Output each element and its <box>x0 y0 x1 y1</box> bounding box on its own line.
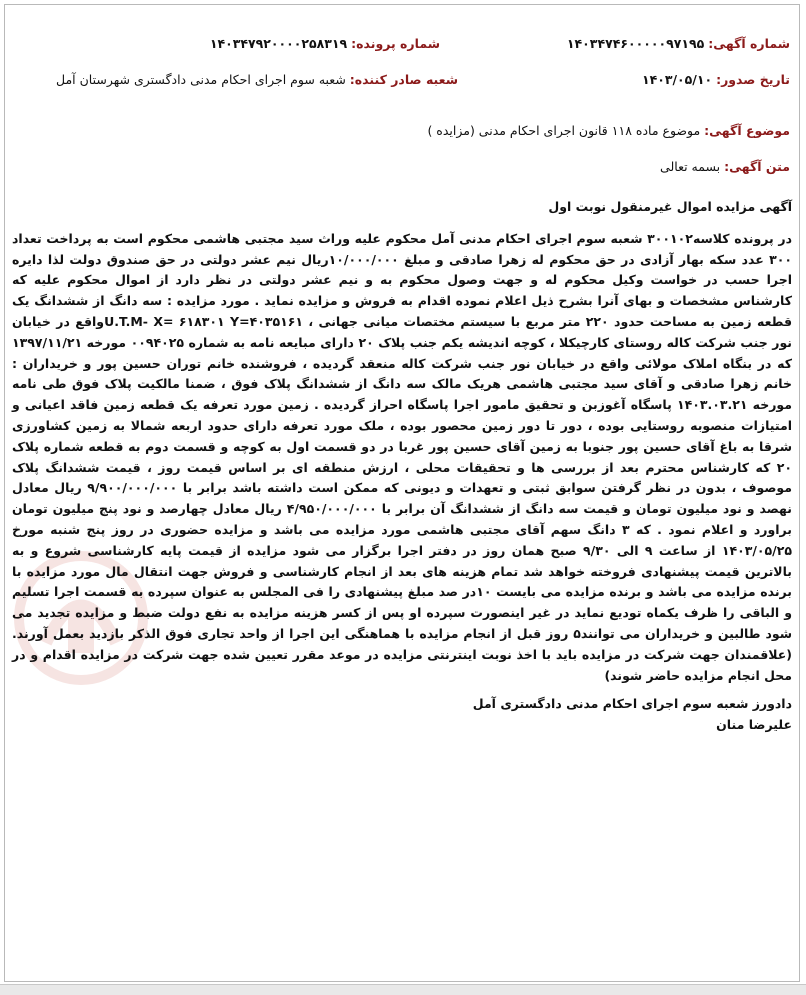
case-number-row <box>210 36 440 51</box>
ad-number: ۱۴۰۳۴۷۴۶۰۰۰۰۰۹۷۱۹۵ <box>566 36 705 51</box>
subject: موضوع ماده ۱۱۸ قانون اجرای احکام مدنی (مزایده ) <box>427 123 701 138</box>
issuing-branch: شعبه سوم اجرای احکام مدنی دادگستری شهرستان آمل <box>56 72 346 87</box>
issue-date-label: تاریخ صدور: <box>716 72 790 87</box>
case-number: ۱۴۰۳۴۷۹۲۰۰۰۰۲۵۸۳۱۹ <box>209 36 348 51</box>
signer-name: علیرضا منان <box>716 717 792 733</box>
text-label: متن آگهی: <box>724 159 790 174</box>
text-intro-row <box>660 159 790 174</box>
case-number-label: شماره پرونده: <box>351 36 440 51</box>
issue-date: ۱۴۰۳/۰۵/۱۰ <box>641 72 713 87</box>
ad-number-row <box>567 36 790 51</box>
subject-row <box>427 123 790 138</box>
issuing-branch-label: شعبه صادر کننده: <box>349 72 458 87</box>
notice-body <box>12 197 792 736</box>
issue-date-row <box>642 72 790 87</box>
notice-main-paragraph: در پرونده کلاسه۳۰۰۱۰۲ شعبه سوم اجرای احکام مدنی آمل محکوم علیه وراث سید مجتبی هاشمی محکوم است به پرداخت تعداد ۳۰۰ عدد سکه بهار آزادی در حق محکوم له زهرا صادقی و مبلغ ۱۰/۰۰۰/۰۰۰ریال نیم عشر دولتی در حق صندوق دولت لذا دایره اجرا حسب در خواست وکیل محکوم له و جهت وصول محکوم به و نیم عشر دولتی در نظر دارد از اموال محکوم علیه که کارشناس مشخصات و بهای آنرا بشرح ذیل اعلام نموده اقدام به فروش و مزایده نماید . مورد مزایده : سه دانگ از ششدانگ یک قطعه زمین به مساحت حدود ۲۲۰ متر مربع با سیستم مختصات میانی جهانی ، U.T.M- X= ۶۱۸۳۰۱ Y=۴۰۳۵۱۶۱واقع در خیابان نور جنب شرکت کاله روستای کارچیکلا ، کوچه اندیشه یکم جنب پلاک ۲۰ دارای مبایعه نامه به شماره ۰۰۹۴۰۲۵ مورخه ۱۳۹۷/۱۱/۲۱ که در بنگاه املاک مولائی واقع در خیابان نور جنب شرکت کاله منعقد گردیده ، فروشنده خانم توران حسین پور و خریداران : خانم زهرا صادقی و آقای سید مجتبی هاشمی هریک مالک سه دانگ از ششدانگ پلاک فوق ، ضمنا مالکیت پلاک فوق طی نامه مورخه ۱۴۰۳.۰۳.۲۱ پاسگاه آغوزبن و تحقیق مامور اجرا پاسگاه احراز گردیده . زمین مورد تعرفه یک قطعه زمین فاقد اعیانی و امتیازات منصوبه روستایی بوده ، دور تا دور زمین محصور بوده ، ملک مورد تعرفه دارای حدود اربعه شمالا به زمین کشاورزی شرقا به باغ آقای حسین پور جنوبا به زمین آقای حسین پور غربا در دو قسمت اول به کوچه و قسمت دوم به قطعه شماره پلاک ۲۰ که کارشناس محترم بعد از بررسی ها و تحقیقات محلی ، ارزش منطقه ای بر اساس قیمت روز ، قیمت ششدانگ پلاک موصوف ، بدون در نظر گرفتن سوابق ثبتی و تعهدات و دیونی که ممکن است داشته باشد برابر با ۹/۹۰۰/۰۰۰/۰۰۰ ریال معادل نهصد و نود میلیون تومان و قیمت سه دانگ از ششدانگ آن برابر با ۴/۹۵۰/۰۰۰/۰۰۰ ریال معادل چهارصد و نود پنج میلیون تومان براورد و اعلام نمود . که ۳ دانگ سهم آقای مجتبی هاشمی مورد مزایده می باشد و مزایده حضوری در روز پنج شنبه مورخ ۱۴۰۳/۰۵/۲۵ از ساعت ۹ الی ۹/۳۰ صبح همان روز در دفتر اجرا برگزار می شود مزایده از قیمت پایه کارشناسی شروع و به بالاترین قیمت پیشنهادی فروخته خواهد شد تمام هزینه های بعد از انجام کارشناسی و فروش جهت انتقال مال مورد مزایده با برنده مزایده می باشد و برنده مزایده می بایست ۱۰در صد مبلغ پیشنهادی را فی المجلس به عنوان سپرده به قسمت اجرا تسلیم و الباقی را ظرف یکماه تودیع نماید در غیر اینصورت سپرده او پس از کسر هزینه مزایده به نفع دولت ضبط و مزایده تجدید می شود طالبین و خریداران می توانند۵ روز قبل از انجام مزایده با هماهنگی این اجرا از واحد تجاری فوق الذکر بازدید بعمل آورند. (علاقمندان جهت شرکت در مزایده باید با اخذ نوبت اینترنتی مزایده در موعد مقرر تعیین شده جهت شرکت در مزایده اقدام و در محل انجام مزایده حاضر شوند) <box>12 230 793 683</box>
notice-heading: آگهی مزایده اموال غیرمنقول نوبت اول <box>548 199 792 214</box>
signer-title: دادورز شعبه سوم اجرای احکام مدنی دادگستری آمل <box>472 696 792 712</box>
text-intro: بسمه تعالی <box>660 159 721 174</box>
bottom-scrollbar-area <box>0 984 806 995</box>
issuing-branch-row <box>56 72 458 87</box>
subject-label: موضوع آگهی: <box>704 123 790 138</box>
ad-number-label: شماره آگهی: <box>708 36 790 51</box>
